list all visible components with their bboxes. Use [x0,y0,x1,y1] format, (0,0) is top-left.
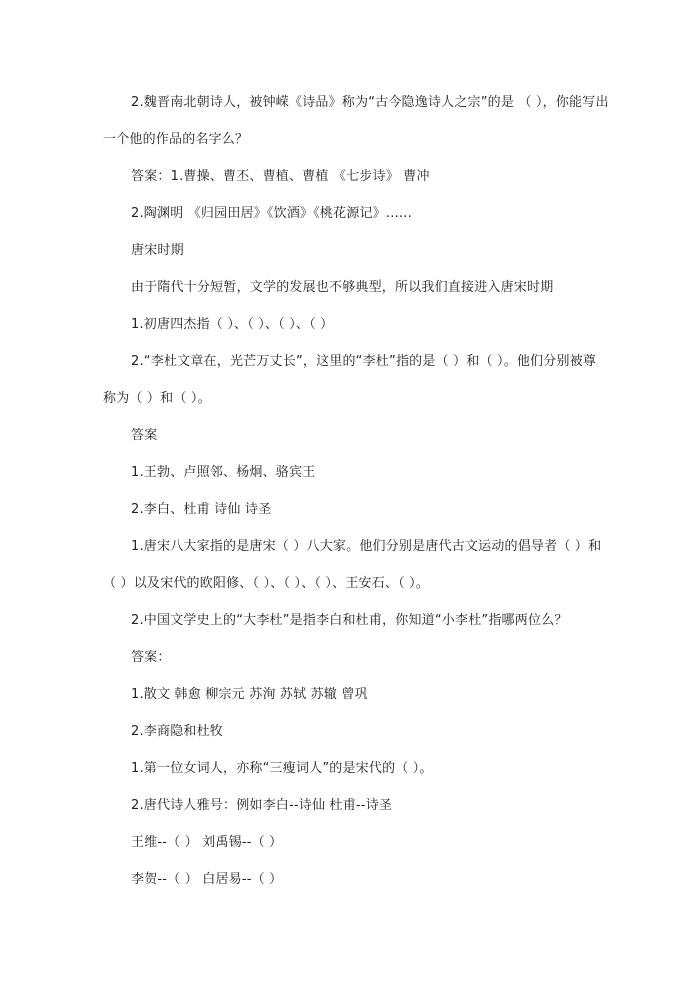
answer-heading: 答案 [131,428,158,443]
nickname-row-2: 李贺--（ ） 白居易--（ ） [131,872,283,887]
question-li-du-line-1: 2.“李杜文章在，光芒万丈长”，这里的“李杜”指的是（ ）和（ ）。他们分别被尊 [131,354,597,369]
question-xiao-li-du: 2.中国文学史上的“大李杜”是指李白和杜甫，你知道“小李杜”指哪两位么？ [131,613,568,628]
nickname-row-1: 王维--（ ） 刘禹锡--（ ） [131,835,283,850]
question-female-poet: 1.第一位女词人，亦称“三瘦词人”的是宋代的（ ）。 [131,761,433,776]
question-four-talents: 1.初唐四杰指（ ）、（ ）、（ ）、（ ） [131,317,334,332]
answer-line-1: 答案：1.曹操、曹丕、曹植、曹植 《七步诗》 曹冲 [131,169,430,184]
answer-heading-2: 答案： [131,650,171,665]
question-eight-masters-line-2: （ ）以及宋代的欧阳修、（ ）、（ ）、（ ）、王安石、（ ）。 [103,576,430,591]
answer-eight-masters: 1.散文 韩愈 柳宗元 苏洵 苏轼 苏辙 曾巩 [131,687,368,702]
question-eight-masters-line-1: 1.唐宋八大家指的是唐宋（ ）八大家。他们分别是唐代古文运动的倡导者（ ）和 [131,539,602,554]
question-wei-jin-line-1: 2.魏晋南北朝诗人，被钟嵘《诗品》称为“古今隐逸诗人之宗”的是 （ ），你能写出 [131,95,609,110]
question-poet-nicknames: 2.唐代诗人雅号：例如李白--诗仙 杜甫--诗圣 [131,798,393,813]
answer-xiao-li-du: 2.李商隐和杜牧 [131,724,224,739]
question-wei-jin-line-2: 一个他的作品的名字么？ [103,132,249,147]
answer-line-2: 2.陶渊明 《归园田居》《饮酒》《桃花源记》...... [131,206,412,221]
intro-text: 由于隋代十分短暂，文学的发展也不够典型，所以我们直接进入唐宋时期 [131,280,554,295]
section-heading-tang-song: 唐宋时期 [131,243,184,258]
answer-li-du: 2.李白、杜甫 诗仙 诗圣 [131,502,272,517]
question-li-du-line-2: 称为（ ）和（ ）。 [103,391,211,406]
answer-four-talents: 1.王勃、卢照邻、杨炯、骆宾王 [131,465,316,480]
